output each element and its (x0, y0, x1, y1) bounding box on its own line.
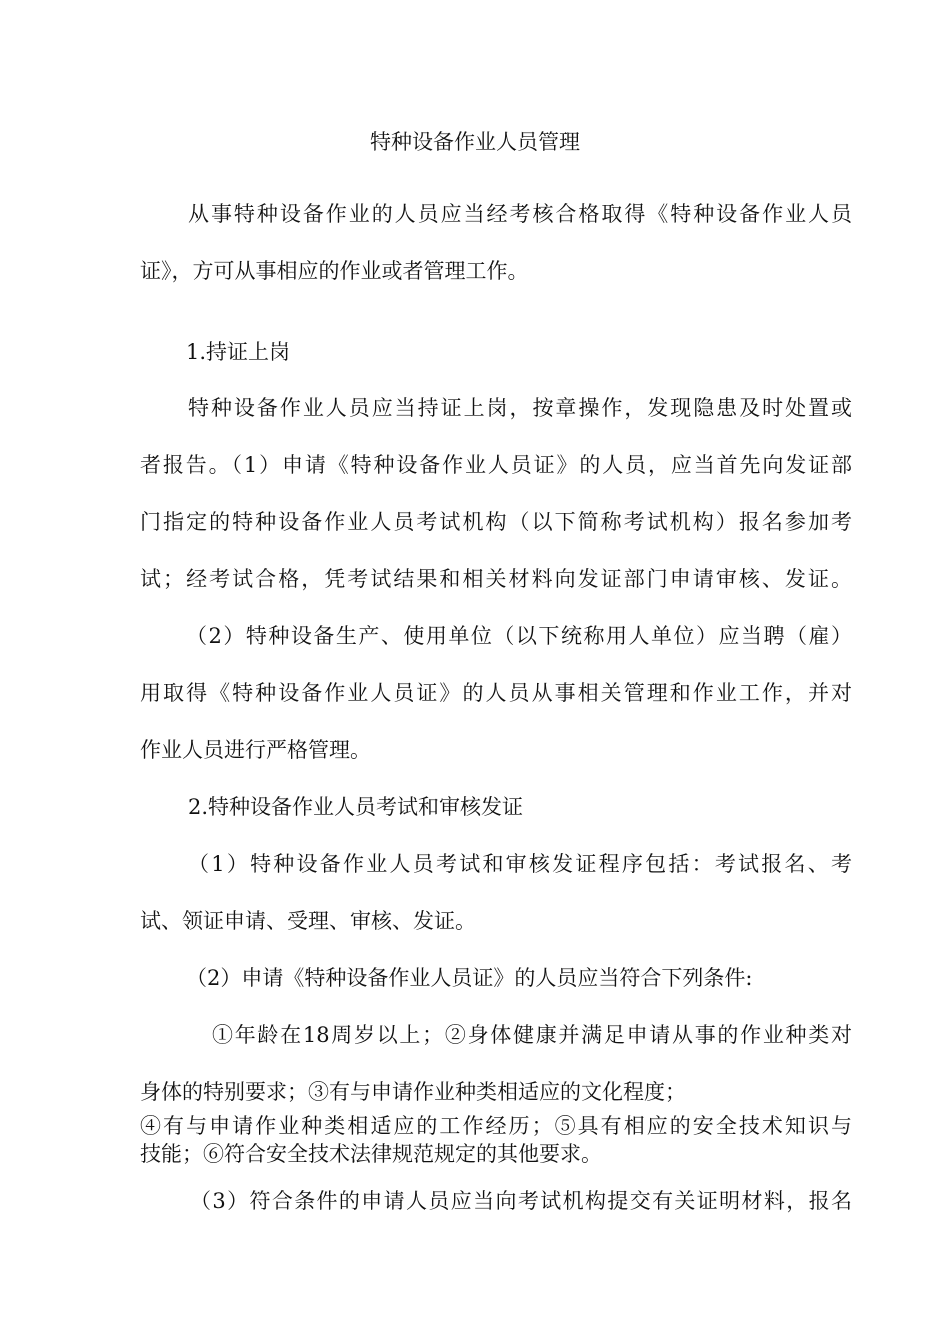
paragraph-line-14: 身体的特别要求；③有与申请作业种类相适应的文化程度； (140, 1080, 686, 1104)
paragraph-line-5: 门指定的特种设备作业人员考试机构（以下简称考试机构）报名参加考 (140, 510, 852, 534)
paragraph-line-9: 作业人员进行严格管理。 (140, 738, 371, 762)
section-heading-2: 2.特种设备作业人员考试和审核发证 (188, 795, 524, 819)
paragraph-line-11: 试、领证申请、受理、审核、发证。 (140, 909, 476, 933)
document-title: 特种设备作业人员管理 (370, 130, 580, 154)
paragraph-line-17: （3）符合条件的申请人员应当向考试机构提交有关证明材料，报名 (190, 1189, 852, 1213)
paragraph-line-1: 从事特种设备作业的人员应当经考核合格取得《特种设备作业人员 (188, 202, 852, 226)
paragraph-line-8: 用取得《特种设备作业人员证》的人员从事相关管理和作业工作，并对 (140, 681, 852, 705)
paragraph-line-2: 证》，方可从事相应的作业或者管理工作。 (140, 259, 529, 283)
paragraph-line-15: ④有与申请作业种类相适应的工作经历；⑤具有相应的安全技术知识与 (140, 1114, 852, 1138)
paragraph-line-16: 技能；⑥符合安全技术法律规范规定的其他要求。 (140, 1142, 602, 1166)
section-heading-1: 1.持证上岗 (186, 340, 291, 364)
paragraph-line-3: 特种设备作业人员应当持证上岗，按章操作，发现隐患及时处置或 (188, 396, 852, 420)
paragraph-line-12: （2）申请《特种设备作业人员证》的人员应当符合下列条件: (186, 966, 753, 990)
paragraph-line-4: 者报告。（1）申请《特种设备作业人员证》的人员，应当首先向发证部 (140, 453, 852, 477)
paragraph-line-7: （2）特种设备生产、使用单位（以下统称用人单位）应当聘（雇） (186, 624, 852, 648)
paragraph-line-13: ①年龄在18周岁以上；②身体健康并满足申请从事的作业种类对 (212, 1023, 852, 1047)
paragraph-line-10: （1）特种设备作业人员考试和审核发证程序包括：考试报名、考 (188, 852, 852, 876)
paragraph-line-6: 试；经考试合格，凭考试结果和相关材料向发证部门申请审核、发证。 (140, 567, 852, 591)
